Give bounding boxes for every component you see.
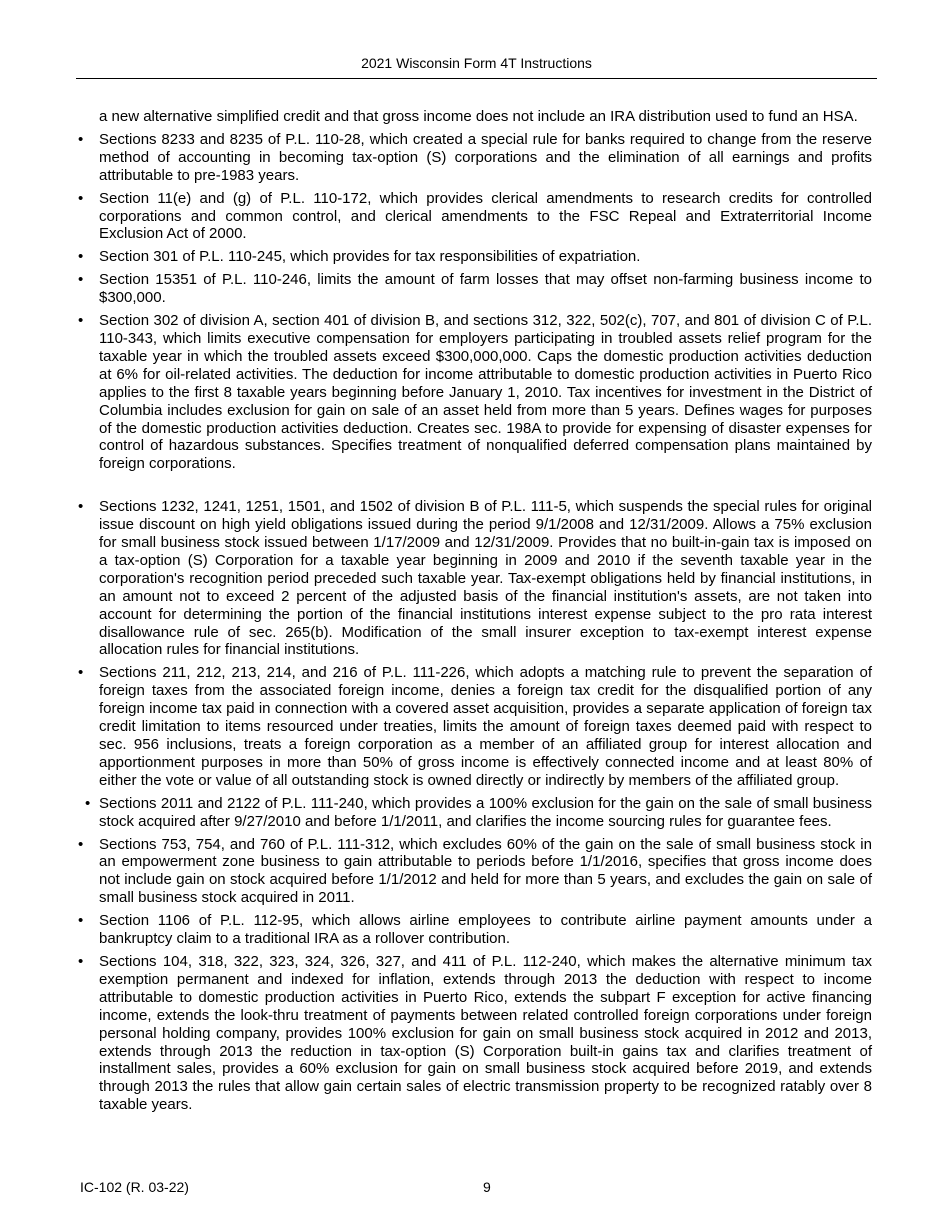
list-item-text: Sections 104, 318, 322, 323, 324, 326, 327, and 411 of P.L. 112-240, which makes the alternative minimum tax exemption permanent and indexed for inflation, extends through 2013 the deduction with respect to income attributable to domestic production activities in Puerto Rico, extends the subpart F exception for active financing income, extends the look-thru treatment of payments between related controlled foreign corporations under foreign personal holding company, provides 100% exclusion for gain on small business stock acquired in 2012 and 2013, extends through 2013 the reduction in tax-option (S) Corporation built-in gains tax and clarifies treatment of installment sales, provides a 60% exclusion for gain on small business stock acquired before 2019, and extends through 2013 the rules that allow gain certain sales of electric transmission property to be recognized ratably over 8 taxable years. — [99, 952, 872, 1114]
list-item-text: Section 15351 of P.L. 110-246, limits the amount of farm losses that may offset non-farming business income to $300,000. — [99, 271, 872, 307]
list-item — [76, 131, 872, 185]
bullet-icon: • — [78, 312, 84, 330]
list-item-text: Sections 2011 and 2122 of P.L. 111-240, which provides a 100% exclusion for the gain on the sale of small business stock acquired after 9/27/2010 and before 1/1/2011, and clarifies the income sourcing rules for guarantee fees. — [99, 794, 872, 830]
list-item — [76, 271, 872, 307]
page-body — [76, 108, 872, 1119]
list-item — [76, 912, 872, 948]
list-item-text: Sections 753, 754, and 760 of P.L. 111-312, which excludes 60% of the gain on the sale of small business stock in an empowerment zone business to gain attributable to periods before 1/1/2016, specifies that gross income does not include gain on stock acquired before 1/1/2012 and held for more than 5 years, and excludes the gain on sale of small business stock acquired in 2011. — [99, 835, 872, 907]
continued-paragraph: a new alternative simplified credit and that gross income does not include an IRA distribution used to fund an HSA. — [99, 108, 858, 125]
list-item-text: Section 301 of P.L. 110-245, which provides for tax responsibilities of expatriation. — [99, 248, 641, 266]
list-item — [76, 248, 872, 266]
bullet-icon: • — [78, 912, 84, 930]
bullet-icon: • — [78, 835, 84, 853]
bullet-icon: • — [78, 664, 84, 682]
footer-page-number: 9 — [483, 1179, 491, 1195]
bullet-icon: • — [85, 794, 91, 812]
bullet-icon: • — [78, 271, 84, 289]
list-item-text: Section 302 of division A, section 401 of division B, and sections 312, 322, 502(c), 707, and 801 of division C of P.L. 110-343, which limits executive compensation for employers participating in troubled assets relief program for the taxable year in which the troubled assets exceed $300,000,000. Caps the domestic production activities deduction at 6% for oil-related activities. The deduction for income attributable to domestic production activities in Puerto Rico applies to the first 8 taxable years beginning before January 1, 2010. Tax incentives for investment in the District of Columbia includes exclusion for gain on sale of an asset held from more than 5 years. Defines wages for purposes of the domestic production activities deduction. Creates sec. 198A to provide for expensing of disaster expenses for control of hazardous substances. Specifies treatment of nonqualified deferred compensation plans maintained by foreign corporations. — [99, 312, 872, 473]
list-item — [76, 836, 872, 908]
page-header-title: 2021 Wisconsin Form 4T Instructions — [361, 55, 592, 71]
list-item-text: Sections 8233 and 8235 of P.L. 110-28, which created a special rule for banks required to change from the reserve method of accounting in becoming tax-option (S) corporations and the elimination of all earnings and profits attributable to pre-1983 years. — [99, 130, 872, 184]
bullet-icon: • — [78, 248, 84, 266]
header-divider — [76, 78, 877, 79]
list-item — [76, 190, 872, 244]
law-sections-list — [76, 131, 872, 1114]
bullet-icon: • — [78, 498, 84, 516]
list-item — [76, 953, 872, 1114]
list-item-text: Sections 211, 212, 213, 214, and 216 of P.L. 111-226, which adopts a matching rule to prevent the separation of foreign taxes from the associated foreign income, denies a foreign tax credit for the disqualified portion of any foreign income tax paid in connection with a covered asset acquisition, provides a separate application of foreign tax credit limitation to items resourced under treaties, limits the amount of foreign taxes deemed paid with respect to sec. 956 inclusions, treats a foreign corporation as a member of an affiliated group for interest allocation and apportionment purposes in more than 50% of gross income is effectively connected income and at least 80% of either the vote or value of all outstanding stock is owned directly or indirectly by members of the affiliated group. — [99, 664, 872, 789]
bullet-icon: • — [78, 189, 84, 207]
bullet-icon: • — [78, 952, 84, 970]
footer-form-id: IC-102 (R. 03-22) — [80, 1179, 189, 1195]
list-item — [76, 795, 872, 831]
list-item-text: Section 11(e) and (g) of P.L. 110-172, which provides clerical amendments to research credits for controlled corporations and common control, and clerical amendments to the FSC Repeal and Extraterritorial Income Exclusion Act of 2000. — [99, 189, 872, 243]
list-item — [76, 664, 872, 789]
list-item — [76, 312, 872, 473]
list-item-text: Section 1106 of P.L. 112-95, which allows airline employees to contribute airline payment amounts under a bankruptcy claim to a traditional IRA as a rollover contribution. — [99, 912, 872, 948]
list-item — [76, 498, 872, 659]
list-item-text: Sections 1232, 1241, 1251, 1501, and 1502 of division B of P.L. 111-5, which suspends the special rules for original issue discount on high yield obligations issued during the period 9/1/2008 and 12/31/2009. Allows a 75% exclusion for small business stock issued between 1/17/2009 and 12/31/2009. Provides that no built-in-gain tax is imposed on a tax-option (S) Corporation for a taxable year beginning in 2009 and 2010 if the seventh taxable year in the corporation's recognition period preceded such taxable year. Tax-exempt obligations held by financial institutions, in an amount not to exceed 2 percent of the adjusted basis of the financial institution's assets, are not taken into account for determining the portion of the financial institutions interest expense subject to the pro rata interest disallowance rule of sec. 265(b). Modification of the small insurer exception to tax-exempt interest expense allocation rules for financial institutions. — [99, 498, 872, 659]
bullet-icon: • — [78, 130, 84, 148]
